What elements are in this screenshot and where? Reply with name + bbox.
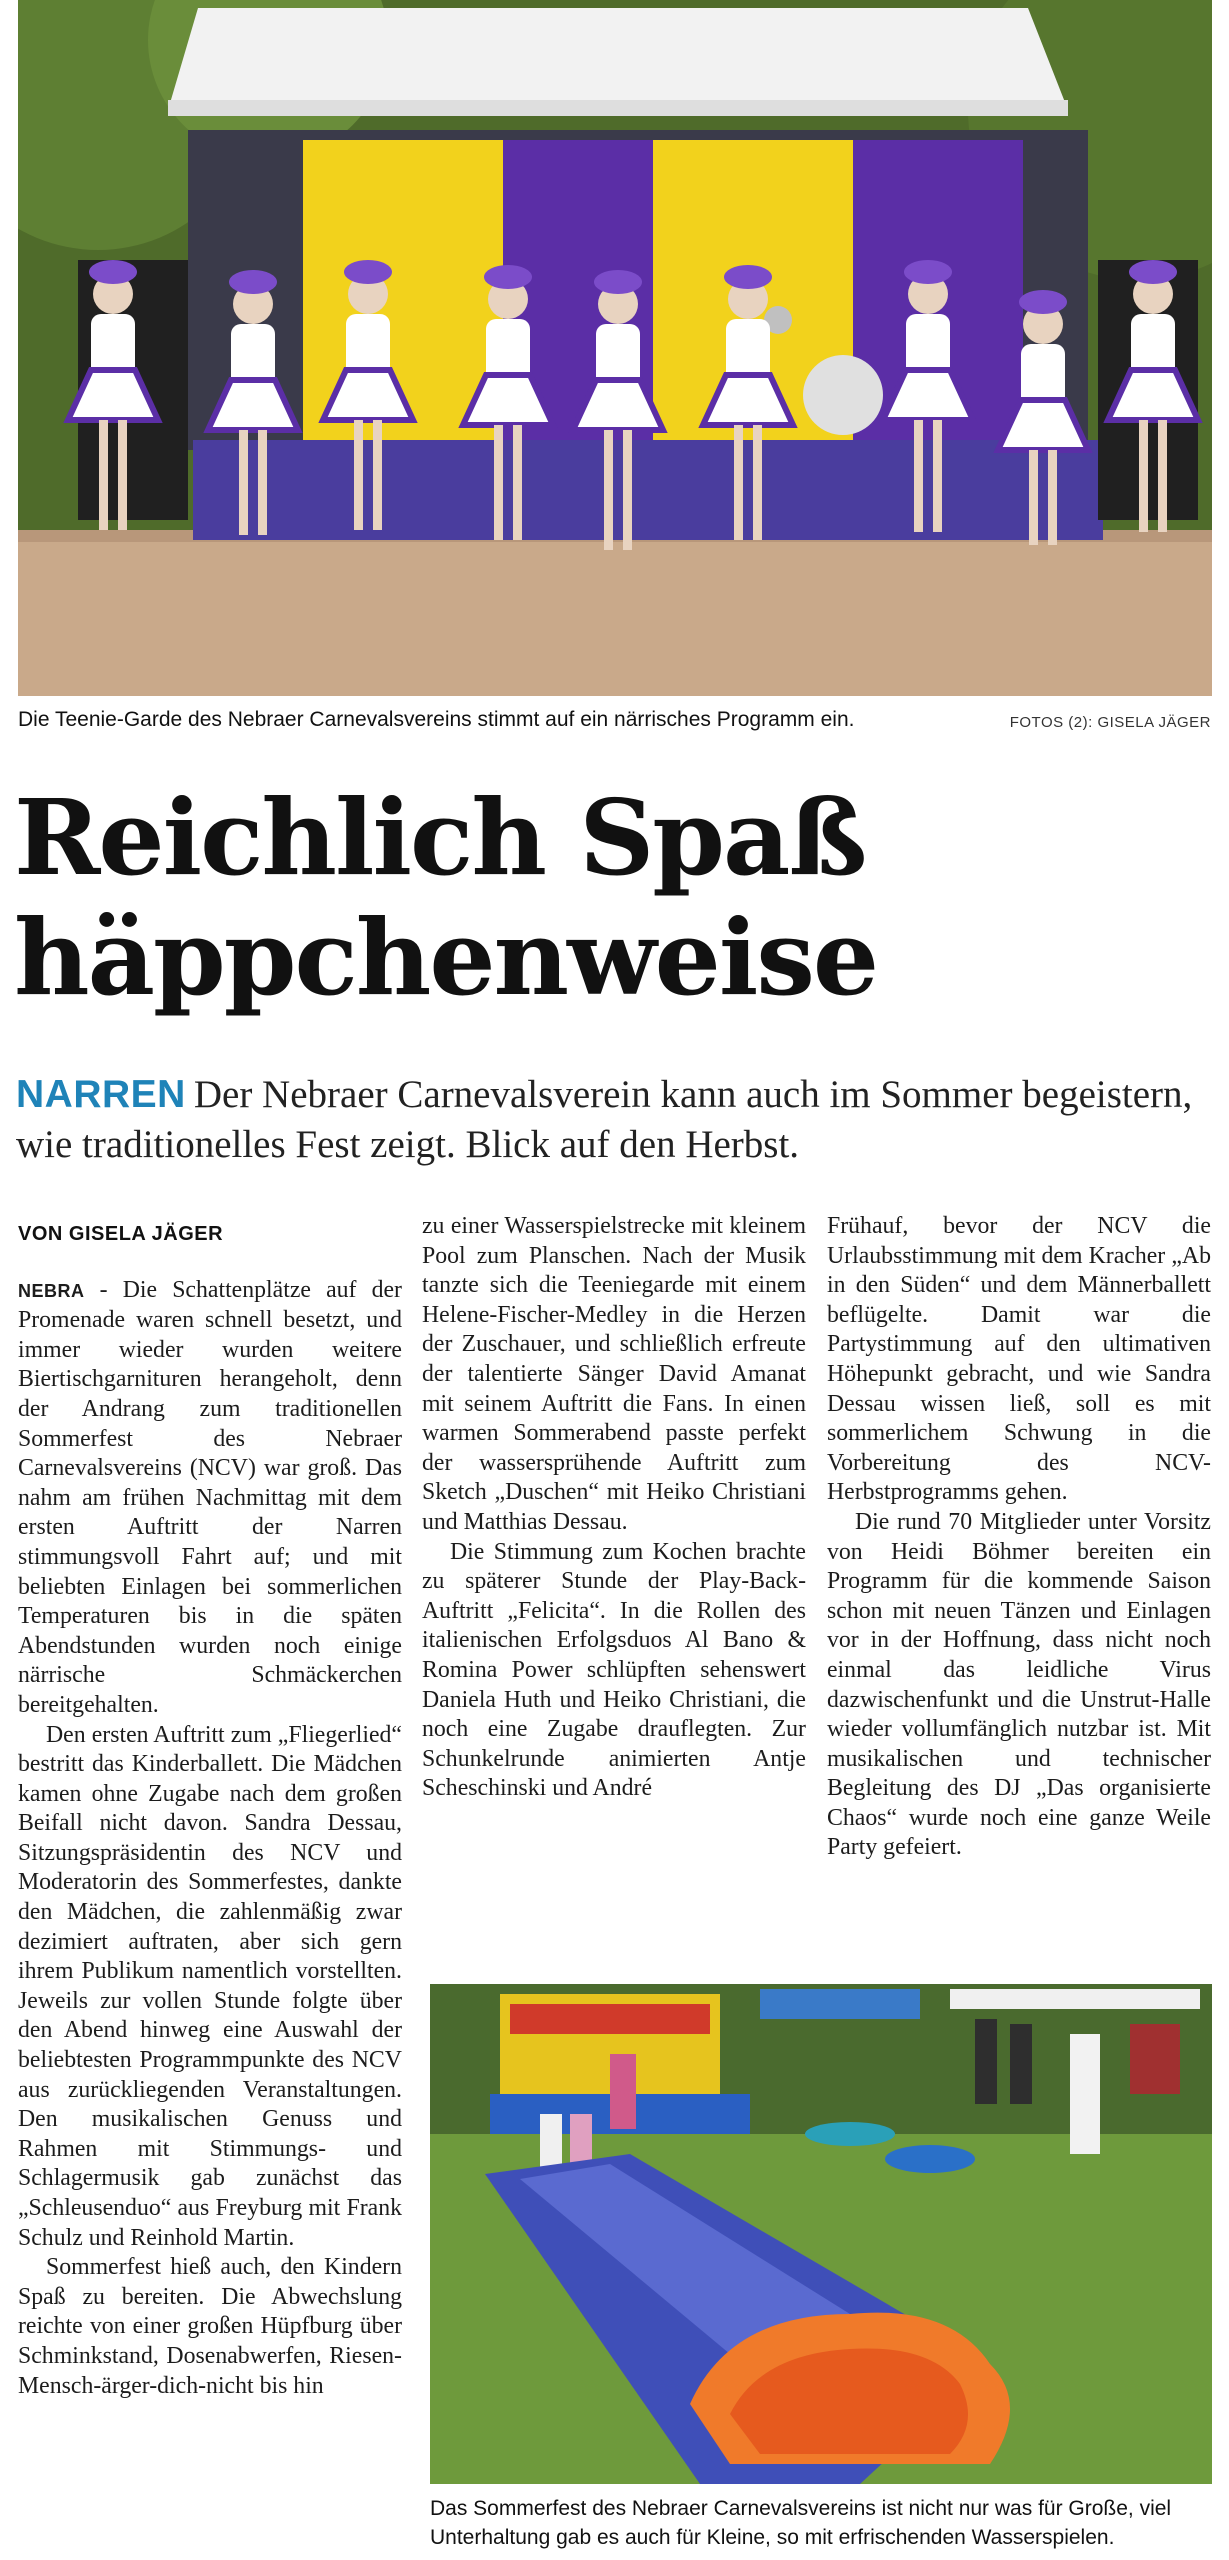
photo-stage-dancers	[18, 0, 1212, 696]
deck-kicker: NARREN	[16, 1073, 186, 1116]
byline: VON GISELA JÄGER	[18, 1223, 224, 1245]
photo-top-caption: Die Teenie-Garde des Nebraer Carnevalsvereins stimmt auf ein närrisches Programm ein.	[18, 708, 855, 731]
article-column-3	[827, 1212, 1211, 1863]
headline	[14, 778, 1214, 1018]
paragraph-5: Die rund 70 Mitglieder unter Vorsitz von Heidi Böhmer bereiten ein Programm für die kommende Saison schon mit neuen Tänzen und Einlagen vor in der Hoffnung, dass nicht noch einmal das leidliche Virus dazwischenfunkt und die Unstrut-Halle wieder vollumfänglich nutzbar ist. Mit musikalischen und technischer Begleitung des DJ „Das organisierte Chaos“ wurde noch eine ganze Weile Party gefeiert.	[827, 1508, 1211, 1861]
photo-credit: FOTOS (2): GISELA JÄGER	[1009, 714, 1211, 731]
paragraph-4: Die Stimmung zum Kochen brachte zu späterer Stunde der Play-Back-Auftritt „Felicita“. In die Rollen des italienischen Erfolgsduos Al Bano & Romina Power schlüpften sehenswert Daniela Huth und Heiko Christiani, die noch eine Zugabe drauflegten. Zur Schunkelrunde animierten Antje Scheschinski und André	[422, 1538, 806, 1802]
photo-bottom-caption: Das Sommerfest des Nebraer Carnevalsvereins ist nicht nur was für Große, viel Unterhaltung gab es auch für Kleine, so mit erfrischenden Wasserspielen.	[430, 2497, 1172, 2549]
article-column-2	[422, 1212, 806, 1804]
paragraph-3: Sommerfest hieß auch, den Kindern Spaß zu bereiten. Die Abwechslung reichte von einer großen Hüpfburg über Schminkstand, Dosenabwerfen, Riesen-Mensch-ärger-dich-nicht bis hin	[18, 2254, 402, 2399]
dateline: NEBRA	[18, 1280, 85, 1301]
headline-line-1: Reichlich Spaß	[14, 776, 866, 899]
paragraph-1: NEBRA - Die Schattenplätze auf der Promenade waren schnell besetzt, und immer wieder wurden weitere Biertischgarnituren herangeholt, denn der Andrang zum traditionellen Sommerfest des Nebraer Carnevalsvereins (NCV) war groß. Das nahm am frühen Nachmittag mit dem ersten Auftritt der Narren stimmungsvoll Fahrt auf; und mit beliebten Einlagen bei sommerlichen Temperaturen bis in die späten Abendstunden wurden noch einige närrische Schmäckerchen bereitgehalten.	[18, 1276, 402, 1718]
photo-water-slide	[430, 1984, 1212, 2484]
article-column-1	[18, 1212, 402, 2401]
deck	[16, 1070, 1216, 1170]
paragraph-4-continued: Frühauf, bevor der NCV die Urlaubsstimmung mit dem Kracher „Ab in den Süden“ und dem Männerballett beflügelte. Damit war die Partystimmung auf den ultimativen Höhepunkt gebracht, und wie Sandra Dessau wissen ließ, soll es mit sommerlichem Schwung in die Vorbereitung des NCV-Herbstprogramms gehen.	[827, 1213, 1211, 1506]
deck-text: Der Nebraer Carnevalsverein kann auch im Sommer begeistern, wie traditionelles Fest zeigt. Blick auf den Herbst.	[16, 1073, 1193, 1166]
paragraph-2: Den ersten Auftritt zum „Fliegerlied“ bestritt das Kinderballett. Die Mädchen kamen ohne Zugabe nach dem großen Beifall nicht davon. Sandra Dessau, Sitzungspräsidentin des NCV und Moderatorin des Sommerfestes, dankte den Mädchen, die zahlenmäßig zwar dezimiert auftraten, aber sich gern ihrem Publikum namentlich vorstellten. Jeweils zur vollen Stunde folgte über den Abend hinweg eine Auswahl der beliebtesten Programmpunkte des NCV aus zurückliegenden Veranstaltungen. Den musikalischen Genuss und Rahmen mit Stimmungs- und Schlagermusik gab zunächst das „Schleusenduo“ aus Freyburg mit Frank Schulz und Reinhold Martin.	[18, 1721, 402, 2251]
paragraph-3-continued: zu einer Wasserspielstrecke mit kleinem Pool zum Planschen. Nach der Musik tanzte sich die Teeniegarde mit einem Helene-Fischer-Medley in die Herzen der Zuschauer, und schließlich erfreute der talentierte Sänger David Amanat mit seinem Auftritt die Fans. In einen warmen Sommerabend passte perfekt der wassersprühende Auftritt zum Sketch „Duschen“ mit Heiko Christiani und Matthias Dessau.	[422, 1213, 806, 1535]
headline-line-2: häppchenweise	[14, 896, 878, 1019]
